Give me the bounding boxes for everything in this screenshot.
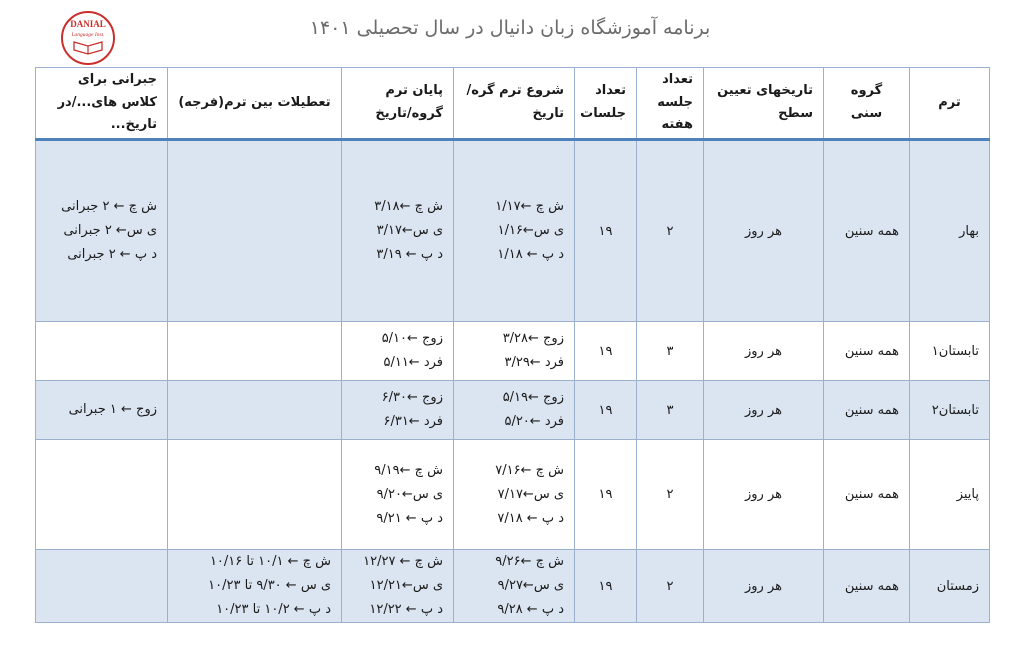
cell-term-start-line: ش چ ←۱/۱۷ [495,199,564,214]
header-weekly-sessions: تعداد جلسه هفته [637,68,704,140]
cell-sessions-count: ۱۹ [575,381,637,440]
cell-term-end-line: ش چ ← ۱۲/۲۷ [363,554,443,569]
cell-term-start-line: زوج ←۳/۲۸ [502,331,564,346]
cell-term-end-line: زوج ←۶/۳۰ [381,390,443,405]
cell-makeup [36,381,168,440]
logo-tagline: Language Inst. [71,32,105,38]
cell-holidays-line: ی س ← ۹/۳۰ تا ۱۰/۲۳ [208,578,331,593]
cell-weekly-sessions: ۳ [637,322,704,381]
cell-sessions-count: ۱۹ [575,550,637,623]
cell-holidays [168,381,342,440]
cell-level-dates: هر روز [704,381,824,440]
cell-sessions-count: ۱۹ [575,322,637,381]
cell-makeup [36,322,168,381]
logo-brand: DANIAL [70,19,106,29]
header-holidays: تعطیلات بین ترم(فرجه) [168,68,342,140]
cell-term-end-line: د پ ← ۹/۲۱ [376,510,443,526]
cell-term: تابستان۲ [910,381,990,440]
cell-holidays [168,440,342,550]
cell-sessions-count: ۱۹ [575,140,637,322]
cell-holidays [168,140,342,322]
cell-term-start-line: ی س←۷/۱۷ [497,486,564,502]
header-term: ترم [910,68,990,140]
cell-sessions-count: ۱۹ [575,440,637,550]
cell-term-start-line: ش چ ←۹/۲۶ [495,554,564,569]
cell-term-end [342,440,454,550]
cell-term-start [454,440,575,550]
header-term-end: پایان ترم گروه/تاریخ [342,68,454,140]
header-age-group: گروه سنی [824,68,910,140]
cell-makeup-line: ی س← ۲ جبرانی [63,223,157,238]
cell-term-end-line: فرد ←۶/۳۱ [383,414,443,429]
cell-age-group: همه سنین [824,140,910,322]
cell-term-start-line: زوج ←۵/۱۹ [502,390,564,405]
cell-level-dates: هر روز [704,140,824,322]
cell-term-start-line: د پ ← ۱/۱۸ [497,247,564,262]
cell-level-dates: هر روز [704,322,824,381]
cell-term-end-line: ی س←۹/۲۰ [376,486,443,502]
cell-term-start [454,140,575,322]
cell-term-start-line: ش چ ←۷/۱۶ [495,462,564,478]
cell-weekly-sessions: ۳ [637,381,704,440]
cell-term-end [342,381,454,440]
cell-makeup [36,140,168,322]
cell-term-start [454,322,575,381]
cell-holidays [168,322,342,381]
cell-term-end-line: د پ ← ۱۲/۲۲ [369,602,443,617]
cell-makeup-line: زوج ← ۱ جبرانی [68,402,157,417]
cell-term-start-line: د پ ← ۹/۲۸ [497,602,564,617]
cell-term-end [342,140,454,322]
cell-makeup [36,440,168,550]
cell-term-end-line: ی س←۳/۱۷ [376,223,443,238]
cell-age-group: همه سنین [824,322,910,381]
cell-term-end-line: زوج ←۵/۱۰ [381,331,443,346]
cell-weekly-sessions: ۲ [637,140,704,322]
cell-term-end-line: ش چ ←۹/۱۹ [374,462,443,478]
cell-age-group: همه سنین [824,440,910,550]
cell-term-end-line: د پ ← ۳/۱۹ [376,247,443,262]
header-sessions-count: تعداد جلسات [575,68,637,140]
cell-holidays-line: ش چ ← ۱۰/۱ تا ۱۰/۱۶ [209,554,331,569]
cell-term-start-line: ی س←۹/۲۷ [497,578,564,593]
cell-holidays [168,550,342,623]
school-logo [58,10,118,66]
header-row [36,68,990,140]
cell-term-start-line: ی س←۱/۱۶ [497,223,564,238]
table-row [36,440,990,550]
cell-term: بهار [910,140,990,322]
cell-age-group: همه سنین [824,550,910,623]
cell-level-dates: هر روز [704,440,824,550]
table-row [36,140,990,322]
cell-term-start-line: فرد ←۳/۲۹ [504,355,564,370]
cell-term-end-line: ش چ ←۳/۱۸ [374,199,443,214]
cell-makeup [36,550,168,623]
cell-term-end-line: فرد ←۵/۱۱ [383,355,443,370]
cell-term-start [454,550,575,623]
cell-makeup-line: د پ ← ۲ جبرانی [67,247,157,262]
cell-term: پاییز [910,440,990,550]
header-makeup: جبرانی برای کلاس های.../در تاریخ... [36,68,168,140]
cell-weekly-sessions: ۲ [637,550,704,623]
cell-level-dates: هر روز [704,550,824,623]
table-row [36,322,990,381]
cell-term-start [454,381,575,440]
header-level-dates: تاریخهای تعیین سطح [704,68,824,140]
cell-makeup-line: ش چ ← ۲ جبرانی [61,199,157,214]
cell-term: زمستان [910,550,990,623]
cell-term-end [342,322,454,381]
cell-term-start-line: فرد ←۵/۲۰ [504,414,564,429]
header-term-start: شروع ترم گره/تاریخ [454,68,575,140]
schedule-table [35,67,990,623]
cell-term-end [342,550,454,623]
table-row [36,550,990,623]
page-title: برنامه آموزشگاه زبان دانیال در سال تحصیلی ۱۴۰۱ [309,17,711,39]
cell-term-start-line: د پ ← ۷/۱۸ [497,510,564,526]
cell-weekly-sessions: ۲ [637,440,704,550]
cell-holidays-line: د پ ← ۱۰/۲ تا ۱۰/۲۳ [216,602,331,617]
cell-age-group: همه سنین [824,381,910,440]
table-row [36,381,990,440]
cell-term-end-line: ی س←۱۲/۲۱ [369,578,443,593]
cell-term: تابستان۱ [910,322,990,381]
